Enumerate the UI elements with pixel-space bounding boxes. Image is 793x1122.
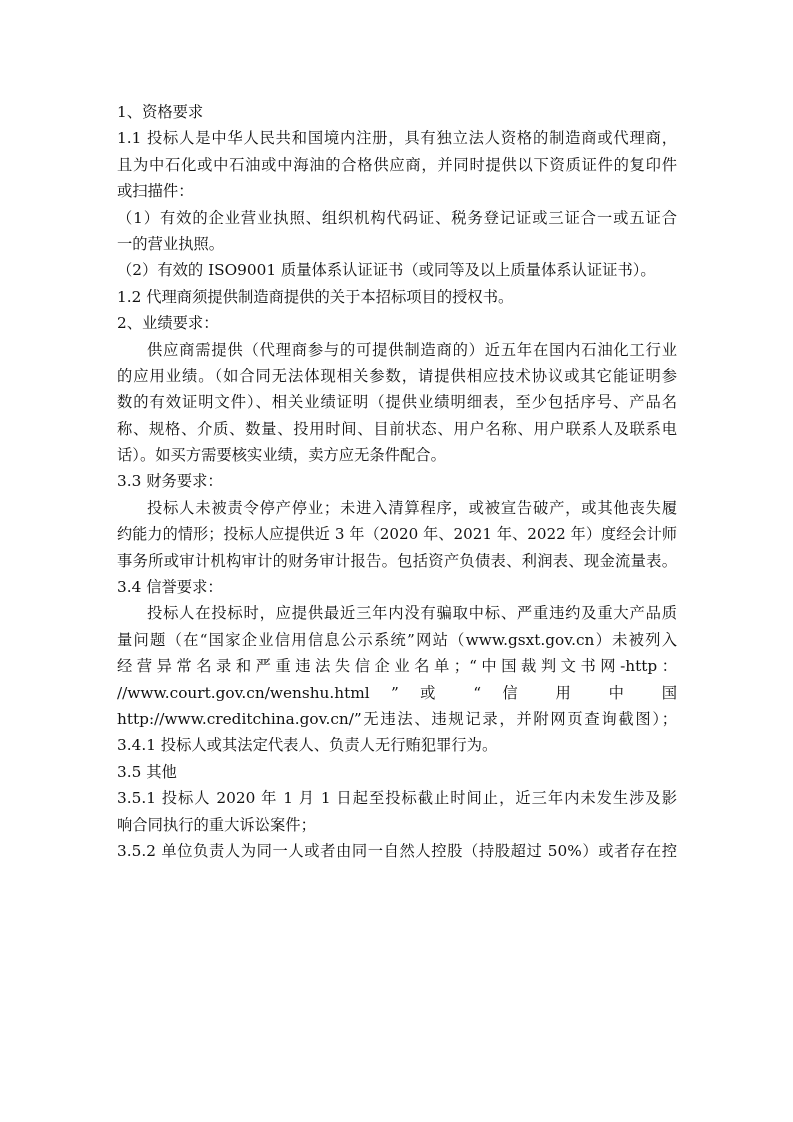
section-heading-performance: 2、业绩要求： [117, 314, 219, 333]
paragraph-line: 且为中石化或中石油或中海油的合格供应商，并同时提供以下资质证件的复印件 [117, 155, 677, 174]
paragraph-line: http://www.creditchina.gov.cn/”无违法、违规记录，并附网页查询截图）； [117, 709, 677, 728]
paragraph-line: 1.2 代理商须提供制造商提供的关于本招标项目的授权书。 [117, 287, 514, 306]
paragraph-line: 投标人在投标时，应提供最近三年内没有骗取中标、严重违约及重大产品质 [147, 604, 677, 623]
paragraph-line: 投标人未被责令停产停业；未进入清算程序，或被宣告破产，或其他丧失履 [147, 498, 677, 517]
paragraph-line: 3.5.1 投标人 2020 年 1 月 1 日起至投标截止时间止，近三年内未发生涉及影 [117, 789, 677, 808]
paragraph-line: 3.4.1 投标人或其法定代表人、负责人无行贿犯罪行为。 [117, 736, 498, 755]
section-heading-finance: 3.3 财务要求： [117, 472, 223, 491]
paragraph-line: 1.1 投标人是中华人民共和国境内注册，具有独立法人资格的制造商或代理商， [117, 129, 677, 148]
paragraph-line: 称、规格、介质、数量、投用时间、目前状态、用户名称、用户联系人及联系电 [117, 419, 677, 438]
paragraph-line: 数的有效证明文件）、相关业绩证明（提供业绩明细表，至少包括序号、产品名 [117, 393, 677, 412]
paragraph-line: 响合同执行的重大诉讼案件； [117, 815, 316, 834]
paragraph-line: （1）有效的企业营业执照、组织机构代码证、税务登记证或三证合一或五证合 [117, 208, 677, 227]
paragraph-line: 量问题（在“国家企业信用信息公示系统”网站（www.gsxt.gov.cn）未被列入 [117, 630, 677, 649]
paragraph-line: 一的营业执照。 [117, 234, 225, 253]
paragraph-line: 约能力的情形；投标人应提供近 3 年（2020 年、2021 年、2022 年）度经会计师 [117, 525, 677, 544]
document-body [117, 99, 677, 864]
paragraph-line: //www.court.gov.cn/wenshu.html ” 或 “ 信 用 中 国 [117, 683, 677, 702]
section-heading-other: 3.5 其他 [117, 762, 177, 781]
paragraph-line: （2）有效的 ISO9001 质量体系认证证书（或同等及以上质量体系认证证书）。 [117, 261, 656, 280]
section-heading-qualification: 1、资格要求 [117, 103, 204, 121]
paragraph-line: 或扫描件： [117, 182, 194, 201]
paragraph-line: 经营异常名录和严重违法失信企业名单；“中国裁判文书网-http： [117, 657, 677, 676]
paragraph-line: 供应商需提供（代理商参与的可提供制造商的）近五年在国内石油化工行业 [147, 340, 677, 359]
paragraph-line: 话）。如买方需要核实业绩，卖方应无条件配合。 [117, 446, 446, 465]
paragraph-line: 的应用业绩。（如合同无法体现相关参数，请提供相应技术协议或其它能证明参 [117, 366, 677, 385]
paragraph-line: 3.5.2 单位负责人为同一人或者由同一自然人控股（持股超过 50%）或者存在控 [117, 841, 677, 860]
section-heading-credit: 3.4 信誉要求： [117, 578, 223, 597]
paragraph-line: 事务所或审计机构审计的财务审计报告。包括资产负债表、利润表、现金流量表。 [117, 551, 677, 570]
